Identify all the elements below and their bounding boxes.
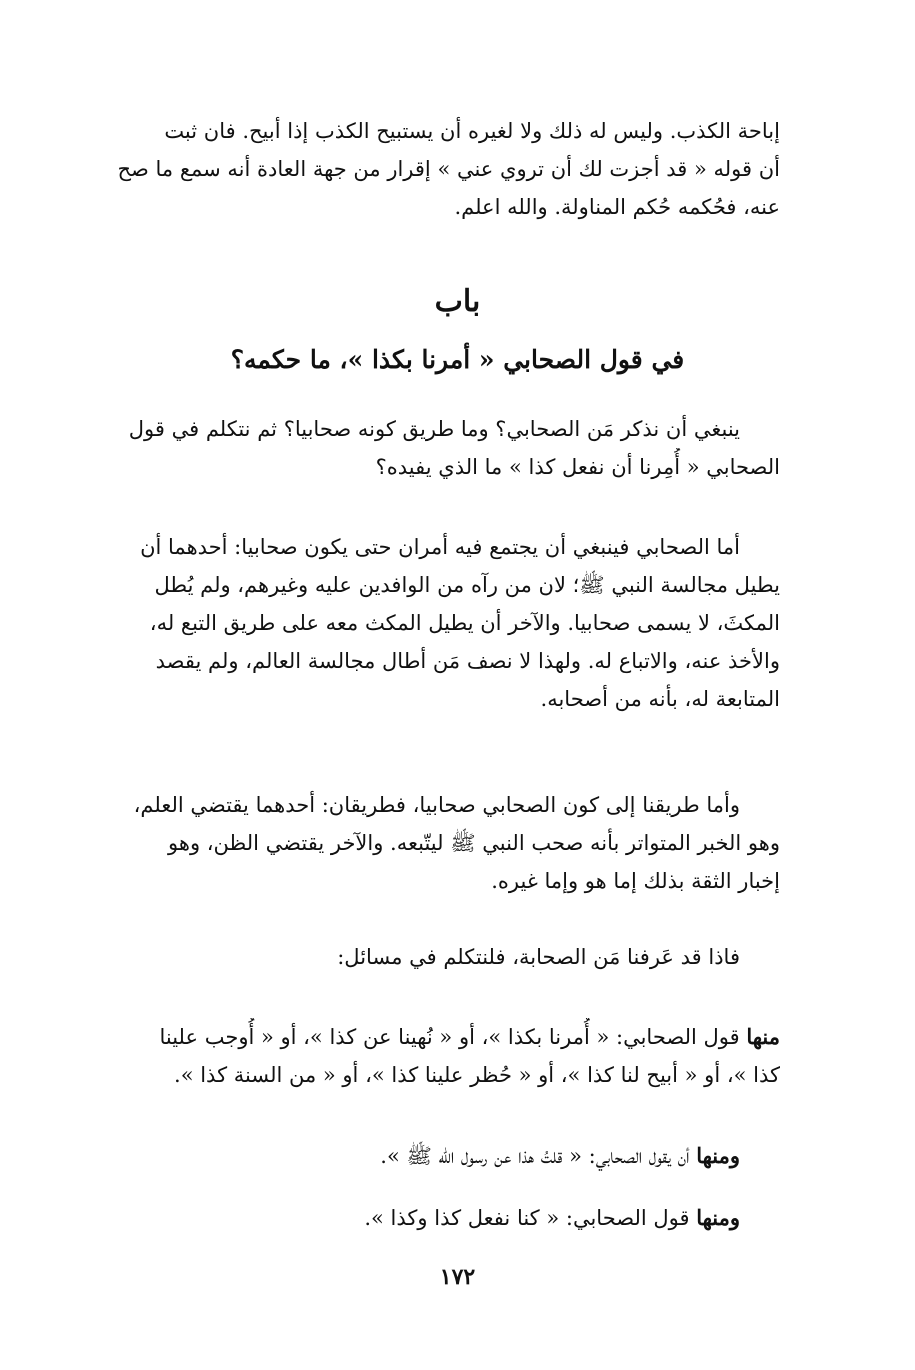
issue-three [80, 1199, 780, 1237]
text-line: إباحة الكذب. وليس له ذلك ولا لغيره أن يستبيح الكذب إذا أبيح. فان ثبت [164, 119, 780, 143]
text-line: أما الصحابي فينبغي أن يجتمع فيه أمران حتى يكون صحابيا: أحدهما أن [140, 535, 740, 559]
text-line: المتابعة له، بأنه من أصحابه. [540, 687, 780, 711]
text-line: وهو الخبر المتواتر بأنه صحب النبي ﷺ ليتّبعه. والآخر يقتضي الظن، وهو [168, 831, 780, 855]
issue-lead-word: ومنها [696, 1205, 740, 1230]
text-line: الصحابي « أُمِرنا أن نفعل كذا » ما الذي يفيده؟ [375, 455, 780, 479]
paragraph-transition [80, 938, 780, 976]
text-line: كذا »، أو « أبيح لنا كذا »، أو « حُظر علينا كذا »، أو « من السنة كذا ». [174, 1063, 780, 1087]
text-line: والأخذ عنه، والاتباع له. ولهذا لا نصف مَن أطال مجالسة العالم، ولم يقصد [155, 649, 780, 673]
issue-lead-word: ومنها [696, 1143, 740, 1168]
text-line [80, 1018, 780, 1056]
text-line: أن قوله « قد أجزت لك أن تروي عني » إقرار من جهة العادة أنه سمع ما صح [117, 157, 780, 181]
text-line: المكثَ، لا يسمى صحابيا. والآخر أن يطيل المكث معه على طريق التبع له، [149, 611, 780, 635]
text-line: ينبغي أن نذكر مَن الصحابي؟ وما طريق كونه صحابيا؟ ثم نتكلم في قول [128, 417, 740, 441]
text-line: يطيل مجالسة النبي ﷺ؛ لان من رآه من الوافدين عليه وغيرهم، ولم يُطل [154, 573, 780, 597]
issue-two [80, 1137, 780, 1175]
page-number: ١٧٢ [439, 1264, 476, 1290]
chapter-subtitle: في قول الصحابي « أمرنا بكذا »، ما حكمه؟ [230, 345, 685, 374]
chapter-title: باب [434, 284, 481, 319]
text-line [80, 1137, 780, 1175]
issue-text: قول الصحابي: « كنا نفعل كذا وكذا ». [364, 1206, 697, 1230]
issue-lead-word: منها [746, 1024, 780, 1049]
paragraph-companion-definition [80, 528, 780, 718]
text-line: وأما طريقنا إلى كون الصحابي صحابيا، فطريقان: أحدهما يقتضي العلم، [133, 793, 740, 817]
text-line: إخبار الثقة بذلك إما هو وإما غيره. [491, 869, 780, 893]
text-line [80, 1199, 780, 1237]
issue-text: قول الصحابي: « أُمرنا بكذا »، أو « نُهينا عن كذا »، أو « أُوجب علينا [159, 1025, 747, 1049]
intro-paragraph [80, 112, 780, 226]
issue-one [80, 1018, 780, 1094]
paragraph-definition-question [80, 410, 780, 486]
paragraph-ways-of-knowing [80, 786, 780, 900]
issue-text: أن يقول الصحابي: « قلتُ هذا عن رسول الله ﷺ ». [380, 1144, 697, 1168]
text-line: عنه، فحُكمه حُكم المناولة. والله اعلم. [454, 195, 780, 219]
text-line: فاذا قد عَرفنا مَن الصحابة، فلنتكلم في مسائل: [337, 945, 740, 969]
